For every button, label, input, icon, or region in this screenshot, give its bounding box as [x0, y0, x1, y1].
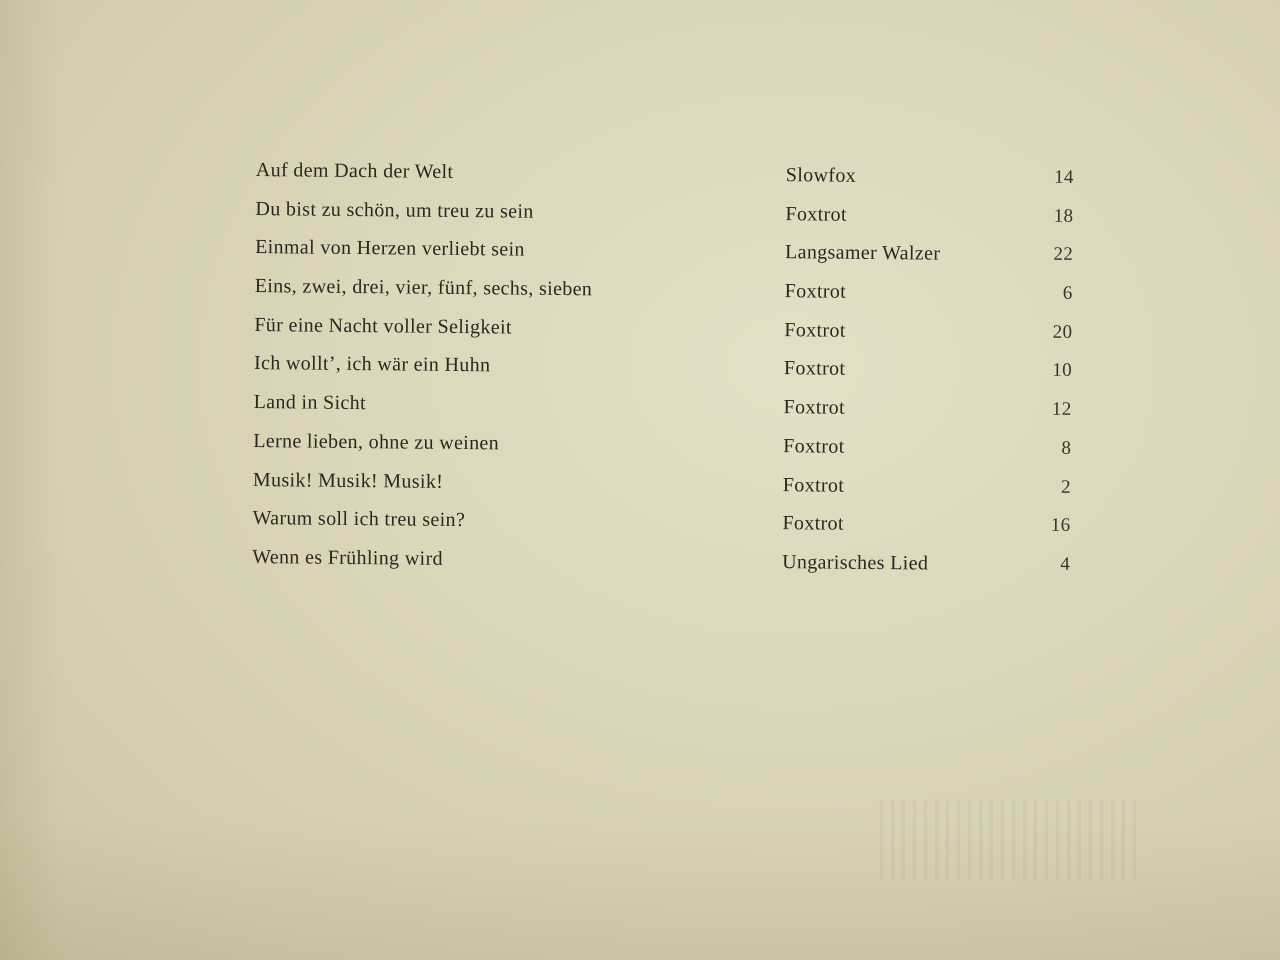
page-number: 10	[1052, 360, 1073, 382]
song-title: Land in Sicht	[253, 391, 367, 415]
dance-type: Langsamer Walzer	[784, 241, 941, 266]
table-of-contents	[246, 156, 1080, 590]
page-number: 4	[1060, 553, 1071, 575]
song-title: Einmal von Herzen verliebt sein	[255, 236, 525, 262]
page-number: 18	[1053, 205, 1074, 227]
dance-type: Foxtrot	[782, 512, 844, 535]
song-title: Du bist zu schön, um treu zu sein	[255, 197, 534, 223]
page-number: 14	[1054, 166, 1074, 188]
show-through-print	[880, 800, 1140, 880]
page-edge-shadow	[0, 0, 60, 960]
song-title: Wenn es Frühling wird	[252, 545, 443, 570]
toc-entry	[246, 543, 1076, 590]
dance-type: Foxtrot	[782, 473, 845, 497]
song-title: Für eine Nacht voller Seligkeit	[254, 313, 512, 339]
dance-type: Slowfox	[785, 164, 857, 187]
dance-type: Foxtrot	[783, 396, 846, 419]
page-number: 16	[1050, 514, 1071, 537]
song-title: Musik! Musik! Musik!	[252, 468, 444, 493]
dance-type: Ungarisches Lied	[782, 551, 929, 575]
dance-type: Foxtrot	[783, 434, 845, 458]
dance-type: Foxtrot	[784, 318, 846, 342]
song-title: Lerne lieben, ohne zu weinen	[253, 429, 500, 455]
song-title: Warum soll ich treu sein?	[252, 507, 466, 532]
song-title: Ich wollt’, ich wär ein Huhn	[253, 352, 491, 377]
page-number: 6	[1062, 282, 1073, 304]
page-number: 12	[1051, 398, 1072, 421]
dance-type: Foxtrot	[785, 202, 847, 226]
dance-type: Foxtrot	[784, 280, 847, 303]
page-number: 20	[1052, 321, 1073, 343]
dance-type: Foxtrot	[783, 357, 846, 381]
page-number: 8	[1061, 437, 1072, 459]
page-number: 2	[1060, 476, 1071, 498]
song-title: Auf dem Dach der Welt	[255, 159, 454, 183]
page-number: 22	[1053, 244, 1074, 266]
song-title: Eins, zwei, drei, vier, fünf, sechs, sieben	[254, 275, 593, 301]
